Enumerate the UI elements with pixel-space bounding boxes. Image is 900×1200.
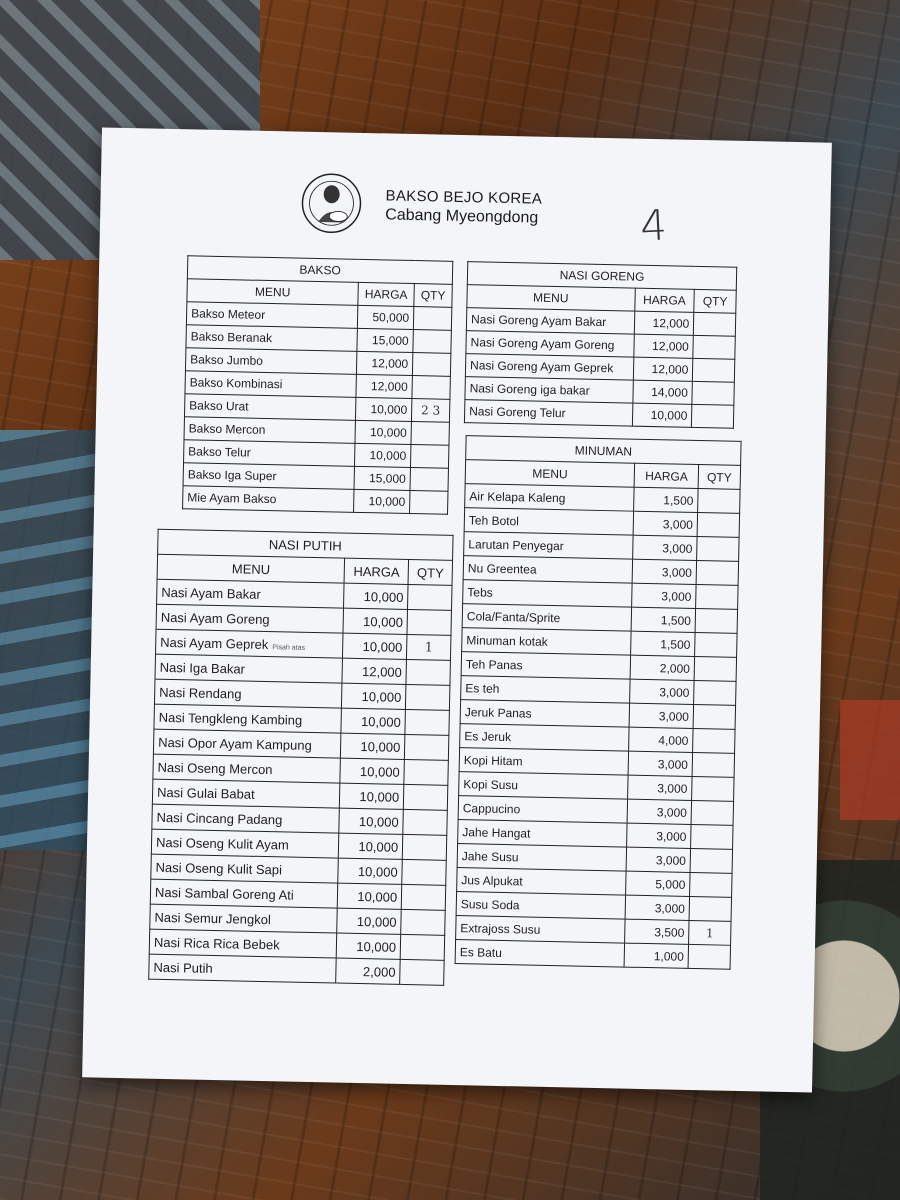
- menu-row: [149, 954, 444, 985]
- menu-item-name: [465, 484, 635, 512]
- menu-item-name: [466, 308, 634, 335]
- menu-item-price: 10,000: [356, 397, 412, 421]
- menu-item-qty-cell[interactable]: [690, 848, 732, 873]
- menu-item-label: Air Kelapa Kaleng: [469, 488, 566, 505]
- menu-item-label: Nasi Opor Ayam Kampung: [158, 734, 312, 753]
- menu-item-qty-cell[interactable]: [411, 422, 449, 446]
- menu-item-qty-cell[interactable]: [691, 800, 733, 825]
- menu-item-qty-cell[interactable]: [412, 353, 450, 377]
- menu-item-label: Tebs: [467, 584, 493, 600]
- menu-item-label: Es Jeruk: [464, 728, 512, 744]
- handwritten-note: Pisah atas: [272, 643, 306, 652]
- menu-item-price: 1,500: [631, 607, 695, 632]
- menu-item-price: 1,000: [624, 943, 688, 968]
- menu-item-price: 10,000: [341, 733, 405, 759]
- menu-item-price: 14,000: [632, 380, 692, 404]
- menu-item-qty-cell[interactable]: [410, 467, 448, 491]
- menu-item-qty-cell[interactable]: 1: [689, 920, 731, 945]
- column-header-qty: QTY: [694, 289, 736, 313]
- menu-item-name: [183, 486, 355, 513]
- menu-item-qty-cell[interactable]: [692, 381, 734, 405]
- menu-item-label: Bakso Urat: [189, 398, 249, 414]
- menu-item-label: Nasi Ayam Goreng: [160, 609, 270, 627]
- menu-item-label: Nasi Sambal Goreng Ati: [154, 884, 294, 903]
- menu-item-label: Nasi Rica Rica Bebek: [153, 934, 280, 952]
- menu-item-name: [461, 652, 631, 680]
- menu-item-qty-cell[interactable]: [692, 752, 734, 777]
- menu-item-name: [455, 940, 625, 968]
- menu-item-name: [155, 654, 343, 683]
- menu-item-qty-cell[interactable]: [413, 330, 451, 354]
- menu-item-label: Jeruk Panas: [464, 704, 532, 721]
- menu-item-qty-cell[interactable]: [688, 944, 730, 969]
- menu-item-label: Cappucino: [462, 800, 521, 816]
- menu-item-qty-cell[interactable]: [693, 728, 735, 753]
- menu-item-qty-cell[interactable]: [401, 884, 445, 910]
- menu-item-price: 3,000: [628, 775, 692, 800]
- section-title-nasi-putih: NASI PUTIH: [158, 529, 453, 560]
- menu-row: [464, 400, 733, 429]
- menu-item-label: Mie Ayam Bakso: [187, 490, 277, 507]
- menu-item-label: Es teh: [465, 680, 500, 696]
- section-title-minuman: MINUMAN: [466, 436, 741, 466]
- menu-item-name: [462, 604, 632, 632]
- brand-name: BAKSO BEJO KOREA: [385, 187, 543, 208]
- menu-item-label: Bakso Beranak: [190, 329, 273, 346]
- menu-item-qty-cell[interactable]: [689, 896, 731, 921]
- menu-item-price: 3,000: [633, 511, 697, 536]
- menu-item-label: Jahe Susu: [461, 848, 519, 864]
- menu-item-price: 12,000: [633, 334, 693, 358]
- menu-item-qty-cell[interactable]: [402, 859, 446, 885]
- menu-item-price: 10,000: [354, 489, 410, 513]
- column-header-qty: QTY: [698, 465, 740, 490]
- menu-item-label: Cola/Fanta/Sprite: [466, 608, 561, 625]
- menu-item-name: [463, 556, 633, 584]
- menu-item-price: 12,000: [356, 374, 412, 398]
- menu-item-label: Nasi Ayam Geprek: [160, 634, 269, 652]
- menu-item-qty-cell[interactable]: [696, 585, 738, 610]
- menu-item-qty-cell[interactable]: [695, 608, 737, 633]
- menu-item-price: 12,000: [634, 311, 694, 335]
- menu-item-qty-cell[interactable]: [407, 609, 451, 635]
- menu-item-name: [460, 700, 630, 728]
- menu-item-qty-cell[interactable]: [401, 909, 445, 935]
- menu-item-qty-cell[interactable]: [698, 489, 740, 514]
- column-header-harga: HARGA: [634, 288, 694, 312]
- column-header-menu: MENU: [467, 285, 635, 312]
- menu-item-price: 10,000: [340, 783, 404, 809]
- menu-item-price: 1,500: [631, 631, 695, 656]
- menu-item-price: 2,000: [630, 655, 694, 680]
- menu-item-label: Bakso Meteor: [191, 306, 266, 322]
- menu-item-price: 10,000: [338, 883, 402, 909]
- menu-item-label: Extrajoss Susu: [460, 920, 541, 937]
- menu-item-label: Nasi Ayam Bakar: [161, 584, 261, 602]
- menu-item-price: 10,000: [339, 808, 403, 834]
- menu-item-name: [151, 854, 339, 883]
- menu-item-label: Bakso Jumbo: [190, 352, 264, 368]
- menu-item-qty-cell[interactable]: [693, 358, 735, 382]
- menu-item-price: 10,000: [344, 583, 408, 609]
- menu-item-price: 3,000: [627, 823, 691, 848]
- menu-item-label: Nasi Cincang Padang: [156, 809, 283, 827]
- menu-item-qty-cell[interactable]: [400, 934, 444, 960]
- menu-order-sheet: [82, 127, 832, 1092]
- menu-item-label: Nasi Oseng Kulit Ayam: [155, 834, 289, 853]
- column-header-harga: HARGA: [634, 463, 698, 488]
- menu-item-qty-cell[interactable]: [694, 312, 736, 336]
- menu-item-qty-cell[interactable]: [690, 872, 732, 897]
- menu-item-price: 3,000: [632, 559, 696, 584]
- menu-item-name: [464, 532, 634, 560]
- menu-item-price: 3,000: [633, 535, 697, 560]
- column-header-menu: MENU: [157, 554, 345, 583]
- menu-item-price: 12,000: [357, 351, 413, 375]
- menu-item-name: [151, 829, 339, 858]
- menu-item-name: [456, 916, 626, 944]
- bakso-table: [182, 255, 453, 515]
- menu-item-qty-cell[interactable]: [695, 632, 737, 657]
- column-header-harga: HARGA: [344, 558, 408, 584]
- wood-table-background: [840, 700, 900, 820]
- menu-item-label: Nasi Semur Jengkol: [154, 909, 271, 927]
- menu-item-name: [150, 879, 338, 908]
- menu-item-qty-cell[interactable]: [413, 307, 451, 331]
- menu-item-name: [461, 676, 631, 704]
- menu-item-qty-cell[interactable]: [404, 759, 448, 785]
- menu-item-name: [465, 377, 633, 404]
- menu-item-label: Jahe Hangat: [462, 824, 531, 841]
- column-header-harga: HARGA: [358, 282, 414, 306]
- menu-item-label: Kopi Hitam: [463, 752, 523, 768]
- menu-item-price: 10,000: [343, 608, 407, 634]
- menu-item-label: Nasi Goreng iga bakar: [469, 381, 590, 398]
- menu-item-price: 10,000: [339, 833, 403, 859]
- menu-item-price: 10,000: [632, 403, 692, 427]
- nasi-putih-table: [148, 529, 453, 986]
- menu-item-name: [152, 779, 340, 808]
- menu-item-price: 10,000: [342, 683, 406, 709]
- menu-item-price: 12,000: [633, 357, 693, 381]
- menu-item-label: Nasi Goreng Ayam Geprek: [469, 358, 614, 376]
- menu-item-name: [464, 400, 632, 427]
- menu-item-name: [460, 724, 630, 752]
- menu-item-price: 2,000: [336, 958, 400, 984]
- menu-item-qty-cell[interactable]: [693, 335, 735, 359]
- menu-item-qty-cell[interactable]: [696, 561, 738, 586]
- menu-item-price: 10,000: [343, 633, 407, 659]
- menu-item-label: Teh Botol: [468, 512, 520, 528]
- menu-item-name: [462, 628, 632, 656]
- menu-item-name: [459, 748, 629, 776]
- menu-item-label: Nasi Iga Bakar: [159, 659, 246, 677]
- menu-item-price: 3,000: [626, 847, 690, 872]
- menu-item-qty-cell[interactable]: [411, 445, 449, 469]
- menu-item-label: Susu Soda: [460, 896, 520, 912]
- menu-item-qty-cell[interactable]: [403, 784, 447, 810]
- menu-item-qty-cell[interactable]: [694, 656, 736, 681]
- menu-item-qty-cell[interactable]: [403, 809, 447, 835]
- menu-item-label: Kopi Susu: [463, 776, 519, 792]
- menu-item-name: [464, 508, 634, 536]
- menu-item-label: Nasi Goreng Ayam Goreng: [470, 335, 615, 353]
- menu-item-name: [466, 331, 634, 358]
- menu-item-price: 3,000: [630, 679, 694, 704]
- handwritten-table-number: 4: [638, 200, 669, 251]
- menu-item-price: 15,000: [357, 328, 413, 352]
- menu-item-qty-cell[interactable]: [692, 404, 734, 428]
- menu-row: [455, 940, 730, 970]
- menu-item-qty-cell[interactable]: [412, 376, 450, 400]
- menu-item-name: [457, 868, 627, 896]
- menu-item-label: Es Batu: [459, 944, 503, 960]
- menu-item-name: [459, 772, 629, 800]
- menu-item-qty-cell[interactable]: [693, 704, 735, 729]
- section-title-nasi-goreng: NASI GORENG: [467, 262, 736, 291]
- menu-item-label: Nasi Tengkleng Kambing: [158, 709, 303, 728]
- menu-item-label: Nasi Putih: [153, 959, 213, 976]
- menu-item-name: [156, 604, 344, 633]
- menu-item-qty-cell[interactable]: [694, 680, 736, 705]
- column-header-menu: MENU: [465, 460, 635, 488]
- column-header-qty: QTY: [408, 559, 452, 585]
- menu-item-price: 10,000: [337, 908, 401, 934]
- menu-item-label: Jus Alpukat: [461, 872, 523, 888]
- menu-item-price: 15,000: [354, 466, 410, 490]
- menu-item-label: Bakso Mercon: [188, 421, 266, 437]
- menu-item-qty-cell[interactable]: [406, 659, 450, 685]
- menu-item-label: Nu Greentea: [467, 560, 537, 577]
- nasi-goreng-table: [464, 261, 737, 429]
- menu-item-label: Nasi Oseng Kulit Sapi: [155, 859, 283, 877]
- menu-item-qty-cell[interactable]: [405, 734, 449, 760]
- menu-item-label: Nasi Gulai Babat: [156, 784, 255, 802]
- menu-item-qty-cell[interactable]: [691, 824, 733, 849]
- menu-item-label: Bakso Telur: [188, 444, 251, 460]
- menu-item-name: [149, 954, 337, 983]
- brand-header: [385, 187, 542, 227]
- menu-item-name: [456, 892, 626, 920]
- menu-item-price: 10,000: [355, 420, 411, 444]
- minuman-table: [455, 435, 742, 970]
- menu-item-name: [152, 804, 340, 833]
- menu-item-price: 12,000: [342, 658, 406, 684]
- menu-item-label: Nasi Oseng Mercon: [157, 759, 273, 777]
- menu-item-name: [156, 629, 344, 658]
- menu-item-price: 10,000: [338, 858, 402, 884]
- menu-item-name: [157, 579, 345, 608]
- menu-item-price: 3,000: [625, 895, 689, 920]
- menu-item-price: 3,500: [625, 919, 689, 944]
- menu-item-qty-cell[interactable]: [405, 709, 449, 735]
- menu-item-price: 3,000: [632, 583, 696, 608]
- menu-item-price: 10,000: [337, 933, 401, 959]
- menu-item-price: 10,000: [340, 758, 404, 784]
- menu-item-name: [458, 820, 628, 848]
- menu-item-name: [458, 796, 628, 824]
- menu-item-price: 50,000: [357, 305, 413, 329]
- restaurant-logo-icon: [300, 172, 363, 235]
- menu-item-price: 3,000: [627, 799, 691, 824]
- menu-item-name: [154, 679, 342, 708]
- menu-item-qty-cell[interactable]: [406, 684, 450, 710]
- menu-item-name: [154, 704, 342, 733]
- column-header-qty: QTY: [414, 284, 452, 308]
- menu-item-price: 4,000: [629, 727, 693, 752]
- menu-item-price: 1,500: [634, 487, 698, 512]
- menu-item-qty-cell[interactable]: [697, 537, 739, 562]
- menu-item-price: 3,000: [629, 703, 693, 728]
- branch-name: Cabang Myeongdong: [385, 206, 539, 227]
- menu-item-price: 3,000: [628, 751, 692, 776]
- menu-item-qty-cell[interactable]: [697, 513, 739, 538]
- menu-item-qty-cell[interactable]: [410, 490, 448, 514]
- menu-item-name: [153, 754, 341, 783]
- menu-item-label: Larutan Penyegar: [468, 536, 564, 553]
- menu-item-name: [150, 904, 338, 933]
- menu-item-qty-cell[interactable]: 1: [407, 634, 451, 660]
- column-header-menu: MENU: [187, 279, 359, 306]
- menu-item-name: [149, 929, 337, 958]
- menu-item-label: Nasi Rendang: [159, 684, 242, 702]
- menu-item-label: Minuman kotak: [466, 632, 548, 649]
- menu-item-qty-cell[interactable]: [400, 959, 444, 985]
- menu-item-label: Bakso Iga Super: [187, 467, 277, 484]
- menu-item-name: [457, 844, 627, 872]
- menu-item-name: [463, 580, 633, 608]
- menu-item-label: Nasi Goreng Telur: [469, 404, 566, 421]
- menu-item-qty-cell[interactable]: [402, 834, 446, 860]
- menu-item-qty-cell[interactable]: [408, 584, 452, 610]
- menu-item-qty-cell[interactable]: 2 3: [411, 399, 449, 423]
- menu-item-qty-cell[interactable]: [692, 776, 734, 801]
- menu-item-price: 10,000: [341, 708, 405, 734]
- menu-item-label: Bakso Kombinasi: [189, 375, 283, 392]
- section-title-bakso: BAKSO: [187, 256, 452, 285]
- menu-item-price: 10,000: [355, 443, 411, 467]
- menu-row: [183, 486, 448, 515]
- menu-item-price: 5,000: [626, 871, 690, 896]
- menu-item-label: Nasi Goreng Ayam Bakar: [470, 312, 607, 330]
- menu-item-label: Teh Panas: [465, 656, 523, 672]
- menu-item-name: [153, 729, 341, 758]
